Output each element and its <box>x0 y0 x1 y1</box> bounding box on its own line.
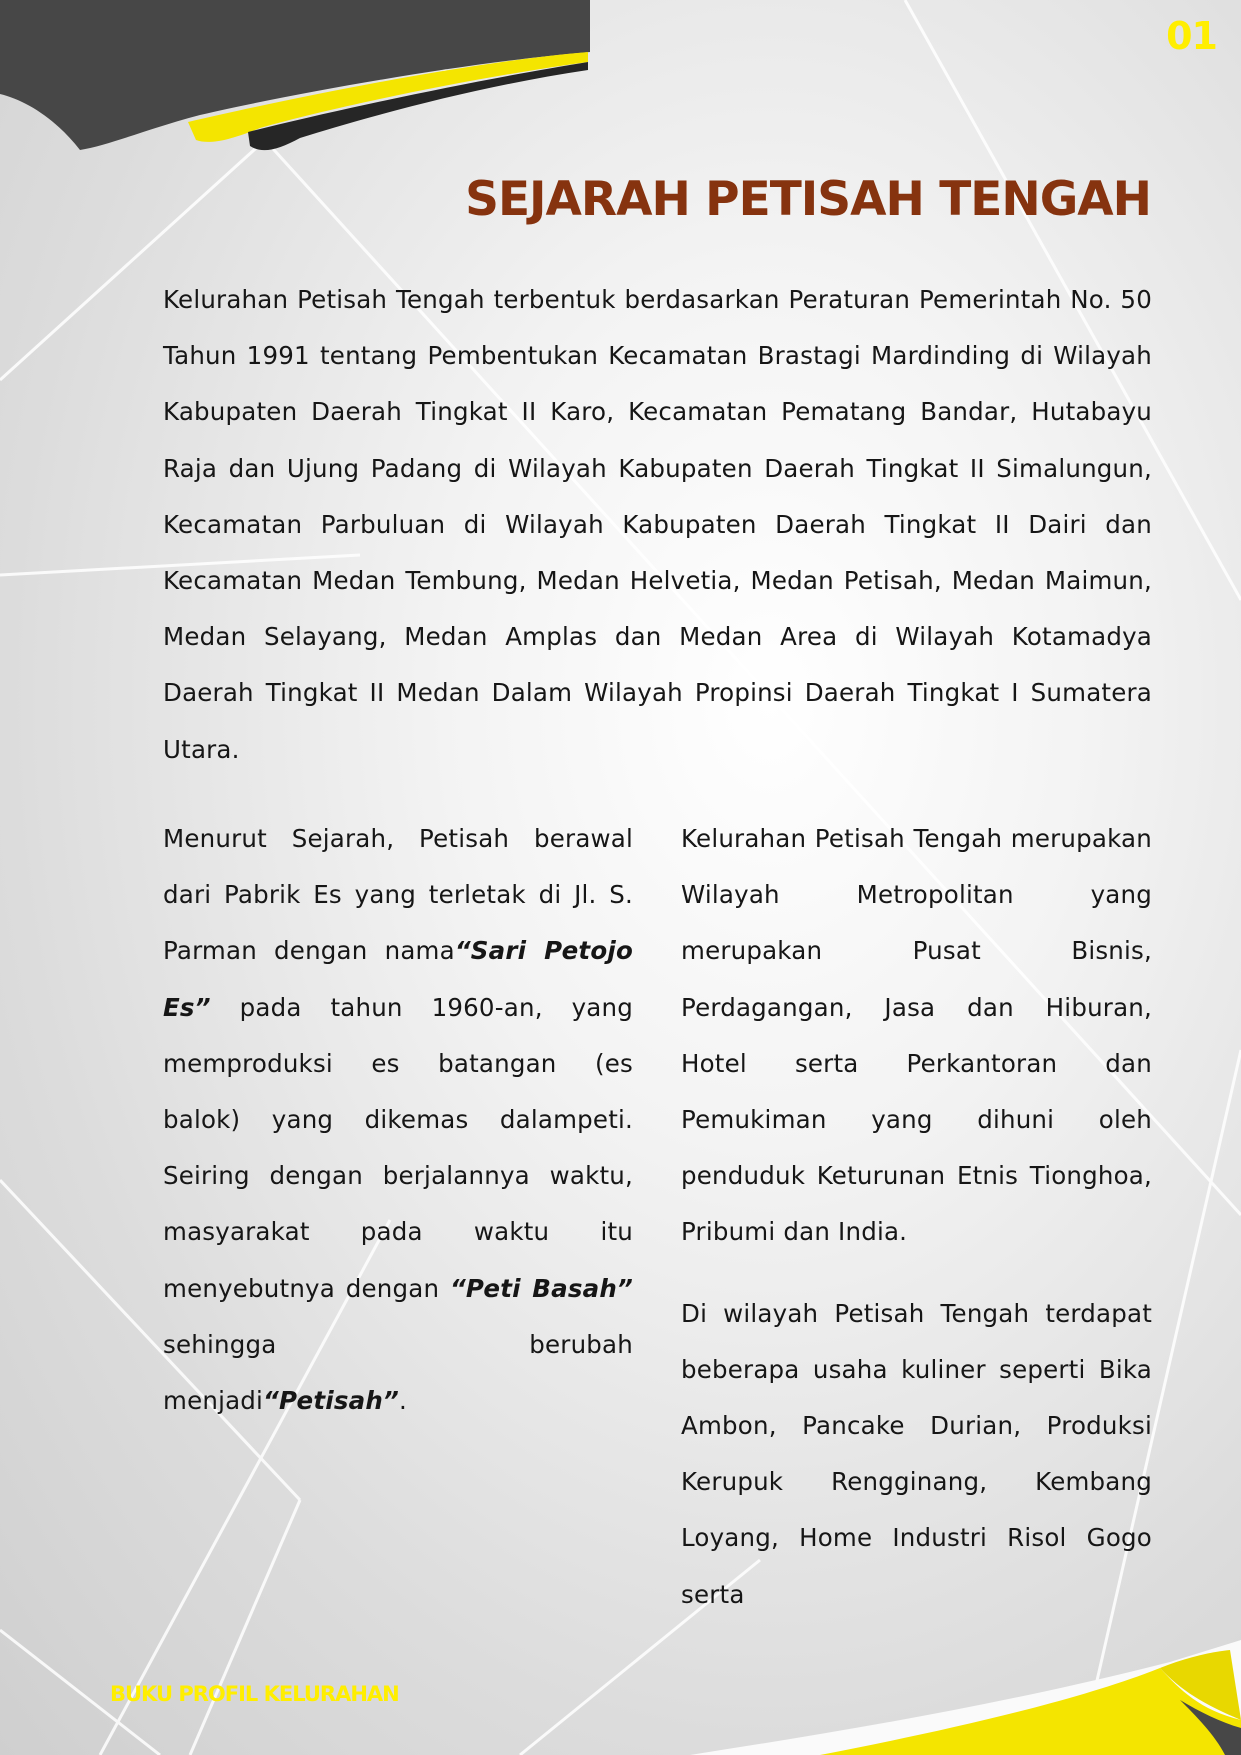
right-column-paragraph-2: Di wilayah Petisah Tengah terdapat beberapa usaha kuliner seperti Bika Ambon, Pancake Durian, Produksi Kerupuk Rengginang, Kembang Loyang, Home Industri Risol Gogo serta <box>681 1298 1152 1609</box>
left-column-text-4: . <box>399 1386 407 1416</box>
left-column-emphasis-peti-basah: “Peti Basah” <box>449 1273 634 1303</box>
right-column <box>681 811 1152 1648</box>
left-column-text-1: Menurut Sejarah, Petisah berawal dari Pabrik Es yang terletak di Jl. S. Parman dengan nama <box>163 824 633 966</box>
left-column-text-2: pada tahun 1960-an, yang memproduksi es batangan (es balok) yang dikemas dalampeti. Seiring dengan berjalannya waktu, masyarakat pada waktu itu menyebutnya dengan <box>163 992 633 1303</box>
left-column-text-3: sehingga berubah menjadi <box>163 1329 633 1416</box>
top-left-swoosh <box>0 0 590 150</box>
left-column-emphasis-petisah: “Petisah” <box>263 1386 399 1416</box>
intro-paragraph: Kelurahan Petisah Tengah terbentuk berdasarkan Peraturan Pemerintah No. 50 Tahun 1991 tentang Pembentukan Kecamatan Brastagi Mardinding di Wilayah Kabupaten Daerah Tingkat II Karo, Kecamatan Pematang Bandar, Hutabayu Raja dan Ujung Padang di Wilayah Kabupaten Daerah Tingkat II Simalungun, Kecamatan Parbuluan di Wilayah Kabupaten Daerah Tingkat II Dairi dan Kecamatan Medan Tembung, Medan Helvetia, Medan Petisah, Medan Maimun, Medan Selayang, Medan Amplas dan Medan Area di Wilayah Kotamadya Daerah Tingkat II Medan Dalam Wilayah Propinsi Daerah Tingkat I Sumatera Utara. <box>163 285 1152 764</box>
left-column-emphasis-sari-petojo: “Sari Petojo Es” <box>163 936 633 1022</box>
page-title: SEJARAH PETISAH TENGAH <box>465 172 1151 227</box>
bottom-right-swoosh <box>690 1640 1241 1755</box>
right-column-paragraph-1: Kelurahan Petisah Tengah merupakan Wilayah Metropolitan yang merupakan Pusat Bisnis, Perdagangan, Jasa dan Hiburan, Hotel serta Perkantoran dan Pemukiman yang dihuni oleh penduduk Keturunan Etnis Tionghoa, Pribumi dan India. <box>681 824 1152 1247</box>
left-column-paragraph <box>163 811 633 1429</box>
page-number: 01 <box>1166 14 1217 58</box>
footer-label: BUKU PROFIL KELURAHAN <box>110 1682 399 1706</box>
